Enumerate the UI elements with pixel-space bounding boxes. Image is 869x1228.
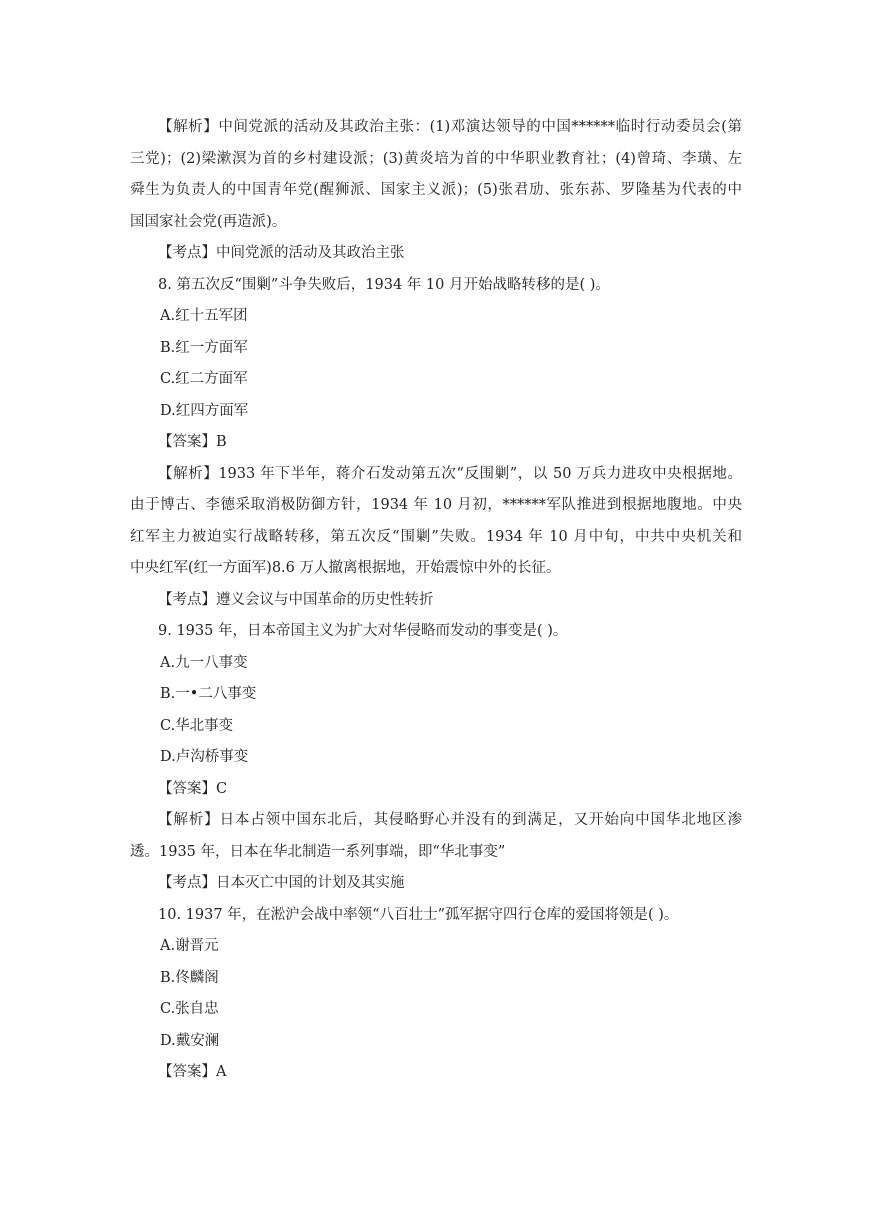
q10-option-d: D.戴安澜: [160, 1032, 220, 1049]
q9-answer: 【答案】C: [158, 780, 228, 797]
q8-analysis-line-4: 中央红军(红一方面军)8.6 万人撤离根据地，开始震惊中外的长征。: [130, 560, 561, 576]
q10-answer: 【答案】A: [158, 1064, 227, 1080]
q8-analysis-line-2: 由于博古、李德采取消极防御方针，1934 年 10 月初，******军队推进到根据地腹地。中央: [130, 497, 742, 513]
q7-analysis-line-2: 三党)；(2)梁漱溟为首的乡村建设派；(3)黄炎培为首的中华职业教育社；(4)曾琦、李璜、左: [130, 150, 742, 167]
document-body: [130, 112, 742, 1089]
q7-analysis-line-3: 舜生为负责人的中国青年党(醒狮派、国家主义派)；(5)张君劢、张东荪、罗隆基为代表的中: [130, 182, 742, 198]
q9-option-d: D.卢沟桥事变: [160, 749, 249, 765]
q10-question: 10. 1937 年，在淞沪会战中率领“八百壮士”孤军据守四行仓库的爱国将领是( )。: [158, 906, 679, 923]
q7-analysis-line-1: 【解析】中间党派的活动及其政治主张：(1)邓演达领导的中国******临时行动委员会(第: [158, 119, 742, 135]
q8-question: 8. 第五次反“围剿”斗争失败后，1934 年 10 月开始战略转移的是( )。: [158, 276, 610, 293]
q8-option-d: D.红四方面军: [160, 402, 249, 419]
q10-option-b: B.佟麟阁: [160, 969, 219, 986]
q8-analysis-line-3: 红军主力被迫实行战略转移，第五次反“围剿”失败。1934 年 10 月中旬，中共中央机关和: [130, 528, 742, 545]
q8-option-a: A.红十五军团: [160, 308, 248, 324]
q8-point: 【考点】遵义会议与中国革命的历史性转折: [158, 591, 434, 608]
q9-point: 【考点】日本灭亡中国的计划及其实施: [158, 875, 405, 891]
q9-option-c: C.华北事变: [160, 717, 234, 734]
q9-option-a: A.九一八事变: [160, 654, 248, 671]
q10-option-a: A.谢晋元: [160, 938, 219, 954]
q8-analysis-line-1: 【解析】1933 年下半年，蒋介石发动第五次“反围剿”，以 50 万兵力进攻中央根据地。: [158, 465, 742, 482]
q8-option-b: B.红一方面军: [160, 339, 248, 356]
q8-option-c: C.红二方面军: [160, 371, 248, 387]
q10-option-c: C.张自忠: [160, 1001, 219, 1017]
q7-analysis-line-4: 国国家社会党(再造派)。: [130, 213, 287, 230]
q7-point: 【考点】中间党派的活动及其政治主张: [158, 245, 405, 261]
q9-analysis-line-1: 【解析】日本占领中国东北后，其侵略野心并没有的到满足，又开始向中国华北地区渗: [158, 812, 742, 828]
q9-analysis-line-2: 透。1935 年，日本在华北制造一系列事端，即“华北事变”: [130, 843, 506, 860]
q8-answer: 【答案】B: [158, 434, 227, 450]
q9-question: 9. 1935 年，日本帝国主义为扩大对华侵略而发动的事变是( )。: [158, 623, 568, 639]
q9-option-b: B.一•二八事变: [160, 686, 257, 702]
